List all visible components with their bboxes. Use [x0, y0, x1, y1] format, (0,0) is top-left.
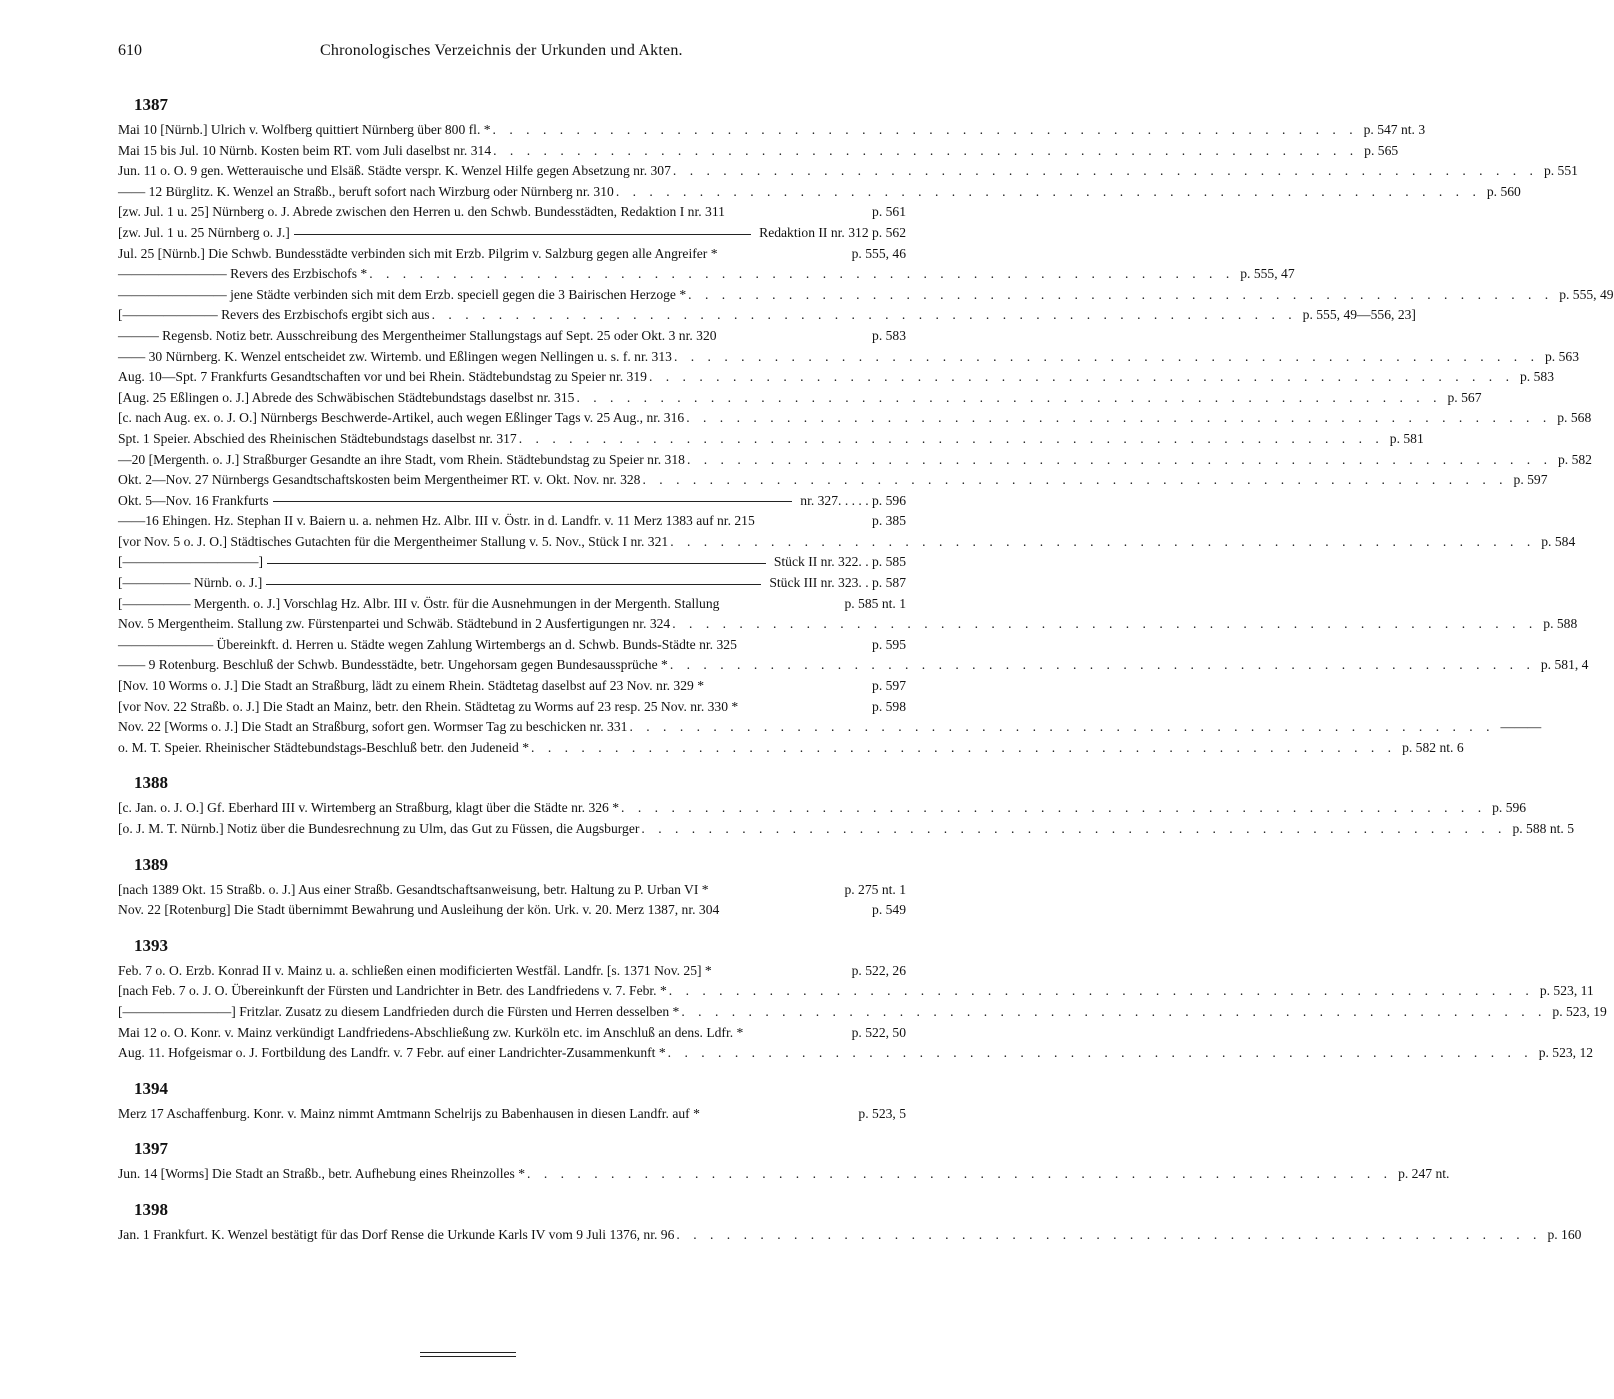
- dot-leader: . . . . . . . . . . . . . . . . . . . . . . . . . . . . . . . . . . . . . . . . . . . . . . . . . . . .: [681, 1003, 1547, 1019]
- entry-row: [118, 676, 906, 697]
- dot-leader: . . . . . . . . . . . . . . . . . . . . . . . . . . . . . . . . . . . . . . . . . . . . . . . . . . . .: [673, 348, 1539, 364]
- page-reference: p. 588 nt. 5: [1512, 821, 1575, 836]
- entry-text: —— 9 Rotenburg. Beschluß der Schwb. Bundesstädte, betr. Ungehorsam gegen Bundesaussprüche *: [118, 657, 668, 673]
- entry-text: Aug. 10—Spt. 7 Frankfurts Gesandtschaften vor und bei Rhein. Städtebundstag zu Speier nr. 319: [118, 369, 647, 385]
- entry-text: ——— Regensb. Notiz betr. Ausschreibung des Mergentheimer Stallungstags auf Sept. 25 oder Okt. 3 nr. 320: [118, 327, 717, 343]
- entry-row: [118, 202, 906, 223]
- entry-row: [118, 491, 906, 512]
- entry-text: Mai 10 [Nürnb.] Ulrich v. Wolfberg quittiert Nürnberg über 800 fl. *: [118, 122, 491, 137]
- page-reference: p. 523, 12: [1538, 1045, 1594, 1061]
- dot-leader: . . . . . . . . . . . . . . . . . . . . . . . . . . . . . . . . . . . . . . . . . . . . . . . . . . . .: [621, 800, 1487, 816]
- entry-row: [118, 1023, 906, 1044]
- dot-leader: . . . . . . . . . . . . . . . . . . . . . . . . . . . . . . . . . . . . . . . . . . . . . . . . . . . .: [493, 142, 1359, 158]
- dot-leader: . . . . . . . . . . . . . . . . . . . . . . . . . . . . . . . . . . . . . . . . . . . . . . . . . . . .: [492, 122, 1358, 137]
- entry-row: [118, 367, 1554, 388]
- line-leader: [273, 501, 793, 502]
- page-reference: Redaktion II nr. 312 p. 562: [759, 224, 906, 240]
- entry-row: [118, 182, 1521, 203]
- page-reference: p. 560: [1486, 183, 1521, 199]
- entry-text: —— 12 Bürglitz. K. Wenzel an Straßb., beruft sofort nach Wirzburg oder Nürnberg nr. 310: [118, 183, 614, 199]
- page-reference: p. 563: [1545, 348, 1579, 364]
- year-heading: 1388: [134, 773, 168, 793]
- entry-text: [————————] Fritzlar. Zusatz zu diesem Landfrieden durch die Fürsten und Herren desselben *: [118, 1003, 680, 1019]
- dot-leader: . . . . . . . . . . . . . . . . . . . . . . . . . . . . . . . . . . . . . . . . . . . . . . . . . . . .: [531, 739, 1397, 755]
- entry-text: [Nov. 10 Worms o. J.] Die Stadt an Straßburg, lädt zu einem Rhein. Städtetag daselbst auf 23 Nov. nr. 329 *: [118, 678, 704, 694]
- dot-leader: . . . . . . . . . . . . . . . . . . . . . . . . . . . . . . . . . . . . . . . . . . . . . . . . . . . .: [527, 1166, 1393, 1182]
- entry-text: Mai 12 o. O. Konr. v. Mainz verkündigt Landfriedens-Abschließung zw. Kurköln etc. im Anschluß an dens. Ldfr. *: [118, 1024, 744, 1040]
- entry-row: [118, 961, 906, 982]
- page-reference: p. 555, 49—556, 23]: [1302, 307, 1416, 323]
- year-heading: 1398: [134, 1199, 168, 1219]
- page-reference: p. 582 nt. 6: [1402, 739, 1464, 755]
- page-reference: p. 588: [1543, 616, 1578, 632]
- entry-row: [118, 573, 906, 594]
- page-reference: p. 555, 46: [851, 245, 906, 261]
- page-reference: p. 523, 11: [1539, 983, 1594, 999]
- entry-row: [118, 264, 1295, 285]
- entry-row: [118, 635, 906, 656]
- dot-leader: . . . . . . . . . . . . . . . . . . . . . . . . . . . . . . . . . . . . . . . . . . . . . . . . . . . .: [672, 163, 1538, 179]
- page-reference: ———: [1500, 719, 1542, 735]
- entry-text: [nach Feb. 7 o. J. O. Übereinkunft der Fürsten und Landrichter in Betr. des Landfriedens v. 7. Febr. *: [118, 983, 667, 999]
- entry-row: [118, 223, 906, 244]
- running-title: Chronologisches Verzeichnis der Urkunden und Akten.: [320, 42, 683, 59]
- entry-text: [nach 1389 Okt. 15 Straßb. o. J.] Aus einer Straßb. Gesandtschaftsanweisung, betr. Haltung zu P. Urban VI *: [118, 881, 709, 897]
- entry-text: ———————— Revers des Erzbischofs *: [118, 266, 368, 282]
- page-reference: p. 275 nt. 1: [844, 881, 906, 897]
- page-reference: Stück III nr. 323. . p. 587: [769, 575, 906, 591]
- page-reference: nr. 327. . . . . p. 596: [800, 492, 906, 508]
- entry-text: Jun. 14 [Worms] Die Stadt an Straßb., betr. Aufhebung eines Rheinzolles *: [118, 1166, 526, 1182]
- line-leader: [294, 234, 751, 235]
- page-reference: p. 565: [1364, 142, 1399, 158]
- entry-row: [118, 470, 1548, 491]
- page-reference: p. 595: [872, 636, 906, 652]
- year-heading: 1394: [134, 1078, 168, 1098]
- year-heading: 1397: [134, 1139, 168, 1159]
- end-rule-top: [420, 1352, 516, 1353]
- entry-text: Nov. 22 [Rotenburg] Die Stadt übernimmt Bewahrung und Ausleihung der kön. Urk. v. 20. Merz 1387, nr. 304: [118, 902, 720, 918]
- page-reference: p. 555, 49: [1559, 286, 1614, 302]
- page-reference: p. 584: [1541, 533, 1576, 549]
- entry-text: [————— Nürnb. o. J.]: [118, 575, 263, 591]
- page-reference: p. 581: [1389, 430, 1424, 446]
- entry-row: [118, 594, 906, 615]
- entry-text: Feb. 7 o. O. Erzb. Konrad II v. Mainz u. a. schließen einen modificierten Westfäl. Landfr. [s. 1371 Nov. 25] *: [118, 962, 712, 978]
- entry-row: [118, 655, 1589, 676]
- entry-row: [118, 1002, 1607, 1023]
- dot-leader: . . . . . . . . . . . . . . . . . . . . . . . . . . . . . . . . . . . . . . . . . . . . . . . . . . . .: [648, 369, 1514, 385]
- page-reference: p. 581, 4: [1540, 657, 1589, 673]
- entry-text: o. M. T. Speier. Rheinischer Städtebundstags-Beschluß betr. den Judeneid *: [118, 739, 530, 755]
- entry-row: [118, 161, 1578, 182]
- entry-text: [Aug. 25 Eßlingen o. J.] Abrede des Schwäbischen Städtebundstags daselbst nr. 315: [118, 389, 575, 405]
- year-heading: 1389: [134, 854, 168, 874]
- entry-row: [118, 981, 1594, 1002]
- entry-text: —— 30 Nürnberg. K. Wenzel entscheidet zw. Wirtemb. und Eßlingen wegen Nellingen u. s. f. nr. 313: [118, 348, 672, 364]
- page-reference: p. 523, 19: [1552, 1003, 1607, 1019]
- dot-leader: . . . . . . . . . . . . . . . . . . . . . . . . . . . . . . . . . . . . . . . . . . . . . . . . . . . .: [668, 983, 1534, 999]
- entry-text: Jan. 1 Frankfurt. K. Wenzel bestätigt für das Dorf Rense die Urkunde Karls IV vom 9 Juli 1376, nr. 96: [118, 1226, 675, 1242]
- entry-row: [118, 450, 1592, 471]
- page-reference: p. 549: [872, 902, 906, 918]
- dot-leader: . . . . . . . . . . . . . . . . . . . . . . . . . . . . . . . . . . . . . . . . . . . . . . . . . . . .: [686, 410, 1552, 426]
- entry-row: [118, 511, 906, 532]
- dot-leader: . . . . . . . . . . . . . . . . . . . . . . . . . . . . . . . . . . . . . . . . . . . . . . . . . . . .: [688, 286, 1554, 302]
- dot-leader: . . . . . . . . . . . . . . . . . . . . . . . . . . . . . . . . . . . . . . . . . . . . . . . . . . . .: [641, 821, 1507, 836]
- entry-row: [118, 429, 1424, 450]
- line-leader: [267, 563, 766, 564]
- entry-row: [118, 532, 1576, 553]
- page-reference: p. 555, 47: [1240, 266, 1295, 282]
- page-reference: p. 568: [1557, 410, 1592, 426]
- entry-text: [o. J. M. T. Nürnb.] Notiz über die Bundesrechnung zu Ulm, das Gut zu Füssen, die Augsburger: [118, 821, 640, 836]
- entry-row: [118, 1043, 1594, 1064]
- dot-leader: . . . . . . . . . . . . . . . . . . . . . . . . . . . . . . . . . . . . . . . . . . . . . . . . . . . .: [629, 719, 1495, 735]
- dot-leader: . . . . . . . . . . . . . . . . . . . . . . . . . . . . . . . . . . . . . . . . . . . . . . . . . . . .: [518, 430, 1384, 446]
- entry-row: [118, 120, 1426, 141]
- entry-text: Okt. 5—Nov. 16 Frankfurts: [118, 492, 269, 508]
- entry-row: [118, 347, 1579, 368]
- line-leader: [266, 584, 761, 585]
- entry-text: [vor Nov. 5 o. J. O.] Städtisches Gutachten für die Mergentheimer Stallung v. 5. Nov., Stück I nr. 321: [118, 533, 669, 549]
- entry-row: [118, 819, 1575, 840]
- entry-text: Nov. 5 Mergentheim. Stallung zw. Fürstenpartei und Schwäb. Städtebund in 2 Ausfertigungen nr. 324: [118, 616, 671, 632]
- entry-row: [118, 244, 906, 265]
- page-reference: p. 596: [1492, 800, 1527, 816]
- page-reference: p. 583: [1520, 369, 1554, 385]
- entry-text: Okt. 2—Nov. 27 Nürnbergs Gesandtschaftskosten beim Mergentheimer RT. v. Okt. Nov. nr. 328: [118, 472, 641, 488]
- dot-leader: . . . . . . . . . . . . . . . . . . . . . . . . . . . . . . . . . . . . . . . . . . . . . . . . . . . .: [576, 389, 1442, 405]
- entry-text: [——————— Revers des Erzbischofs ergibt sich aus: [118, 307, 430, 323]
- page-reference: p. 585 nt. 1: [844, 595, 906, 611]
- entry-text: [vor Nov. 22 Straßb. o. J.] Die Stadt an Mainz, betr. den Rhein. Städtetag zu Worms auf 23 resp. 25 Nov. nr. 330 *: [118, 698, 739, 714]
- entry-row: [118, 614, 1578, 635]
- entry-text: [——————————]: [118, 554, 263, 570]
- entry-text: Merz 17 Aschaffenburg. Konr. v. Mainz nimmt Amtmann Schelrijs zu Babenhausen in diesen Landfr. auf *: [118, 1105, 700, 1121]
- entry-row: [118, 1225, 1582, 1246]
- entry-text: [zw. Jul. 1 u. 25] Nürnberg o. J. Abrede zwischen den Herren u. den Schwb. Bundesstädten, Redaktion I nr. 311: [118, 204, 725, 220]
- page-reference: p. 522, 26: [851, 962, 906, 978]
- entry-row: [118, 305, 1416, 326]
- entry-text: Spt. 1 Speier. Abschied des Rheinischen Städtebundstags daselbst nr. 317: [118, 430, 517, 446]
- entry-text: Aug. 11. Hofgeismar o. J. Fortbildung des Landfr. v. 7 Febr. auf einer Landrichter-Zusammenkunft *: [118, 1045, 666, 1061]
- dot-leader: . . . . . . . . . . . . . . . . . . . . . . . . . . . . . . . . . . . . . . . . . . . . . . . . . . . .: [672, 616, 1538, 632]
- entry-text: ——————— Übereinkft. d. Herren u. Städte wegen Zahlung Wirtembergs an d. Schwb. Bunds-Städte nr. 325: [118, 636, 737, 652]
- page-reference: p. 523, 5: [858, 1105, 906, 1121]
- entry-row: [118, 408, 1592, 429]
- entry-row: [118, 798, 1527, 819]
- entry-text: [c. Jan. o. J. O.] Gf. Eberhard III v. Wirtemberg an Straßburg, klagt über die Städte nr. 326 *: [118, 800, 620, 816]
- page-reference: p. 551: [1543, 163, 1578, 179]
- page-reference: p. 582: [1557, 451, 1592, 467]
- page-reference: p. 583: [872, 327, 906, 343]
- dot-leader: . . . . . . . . . . . . . . . . . . . . . . . . . . . . . . . . . . . . . . . . . . . . . . . . . . . .: [670, 533, 1536, 549]
- entry-row: [118, 388, 1482, 409]
- dot-leader: . . . . . . . . . . . . . . . . . . . . . . . . . . . . . . . . . . . . . . . . . . . . . . . . . . . .: [667, 1045, 1533, 1061]
- page-reference: p. 597: [872, 678, 906, 694]
- page-reference: p. 567: [1447, 389, 1482, 405]
- year-heading: 1393: [134, 935, 168, 955]
- entry-text: Nov. 22 [Worms o. J.] Die Stadt an Straßburg, sofort gen. Wormser Tag zu beschicken nr. 331: [118, 719, 628, 735]
- page-reference: p. 522, 50: [851, 1024, 906, 1040]
- page-reference: p. 385: [872, 513, 906, 529]
- page-reference: Stück II nr. 322. . p. 585: [773, 554, 906, 570]
- entry-row: [118, 880, 906, 901]
- entry-text: Jul. 25 [Nürnb.] Die Schwb. Bundesstädte verbinden sich mit Erzb. Pilgrim v. Salzburg gegen alle Angreifer *: [118, 245, 718, 261]
- dot-leader: . . . . . . . . . . . . . . . . . . . . . . . . . . . . . . . . . . . . . . . . . . . . . . . . . . . .: [686, 451, 1552, 467]
- dot-leader: . . . . . . . . . . . . . . . . . . . . . . . . . . . . . . . . . . . . . . . . . . . . . . . . . . . .: [669, 657, 1535, 673]
- entry-text: Jun. 11 o. O. 9 gen. Wetterauische und Elsäß. Städte verspr. K. Wenzel Hilfe gegen Absetzung nr. 307: [118, 163, 671, 179]
- entry-text: [zw. Jul. 1 u. 25 Nürnberg o. J.]: [118, 224, 290, 240]
- entry-row: [118, 141, 1399, 162]
- end-rule-bottom: [420, 1356, 516, 1357]
- entry-row: [118, 1164, 1450, 1185]
- chronological-list: [118, 94, 1614, 1246]
- dot-leader: . . . . . . . . . . . . . . . . . . . . . . . . . . . . . . . . . . . . . . . . . . . . . . . . . . . .: [369, 266, 1235, 282]
- entry-row: [118, 1104, 906, 1125]
- year-heading: 1387: [134, 95, 168, 114]
- page-reference: p. 547 nt. 3: [1363, 122, 1426, 137]
- entry-row: [118, 697, 906, 718]
- entry-row: [118, 738, 1464, 759]
- entry-text: [c. nach Aug. ex. o. J. O.] Nürnbergs Beschwerde-Artikel, auch wegen Eßlinger Tags v. 25 Aug., nr. 316: [118, 410, 685, 426]
- page-reference: p. 561: [872, 204, 906, 220]
- dot-leader: . . . . . . . . . . . . . . . . . . . . . . . . . . . . . . . . . . . . . . . . . . . . . . . . . . . .: [676, 1226, 1542, 1242]
- page-reference: p. 598: [872, 698, 906, 714]
- page-reference: p. 247 nt.: [1398, 1166, 1450, 1182]
- entry-text: —20 [Mergenth. o. J.] Straßburger Gesandte an ihre Stadt, vom Rhein. Städtebundstag zu Speier nr. 318: [118, 451, 685, 467]
- dot-leader: . . . . . . . . . . . . . . . . . . . . . . . . . . . . . . . . . . . . . . . . . . . . . . . . . . . .: [615, 183, 1481, 199]
- document-page: [118, 42, 1614, 1246]
- dot-leader: . . . . . . . . . . . . . . . . . . . . . . . . . . . . . . . . . . . . . . . . . . . . . . . . . . . .: [642, 472, 1508, 488]
- page-header: [118, 42, 906, 72]
- entry-text: [————— Mergenth. o. J.] Vorschlag Hz. Albr. III v. Östr. für die Ausnehmungen in der Mergenth. Stallung: [118, 595, 720, 611]
- page-reference: p. 597: [1513, 472, 1548, 488]
- entry-row: [118, 326, 906, 347]
- entry-text: Mai 15 bis Jul. 10 Nürnb. Kosten beim RT. vom Juli daselbst nr. 314: [118, 142, 492, 158]
- entry-row: [118, 900, 906, 921]
- entry-row: [118, 552, 906, 573]
- dot-leader: . . . . . . . . . . . . . . . . . . . . . . . . . . . . . . . . . . . . . . . . . . . . . . . . . . . .: [431, 307, 1297, 323]
- entry-text: ——16 Ehingen. Hz. Stephan II v. Baiern u. a. nehmen Hz. Albr. III v. Östr. in d. Landfr. v. 11 Merz 1383 auf nr. 215: [118, 513, 755, 529]
- entry-row: [118, 717, 1542, 738]
- entry-text: ———————— jene Städte verbinden sich mit dem Erzb. speciell gegen die 3 Bairischen Herzoge *: [118, 286, 687, 302]
- page-number: 610: [118, 42, 142, 59]
- page-reference: p. 160: [1547, 1226, 1582, 1242]
- entry-row: [118, 285, 1614, 306]
